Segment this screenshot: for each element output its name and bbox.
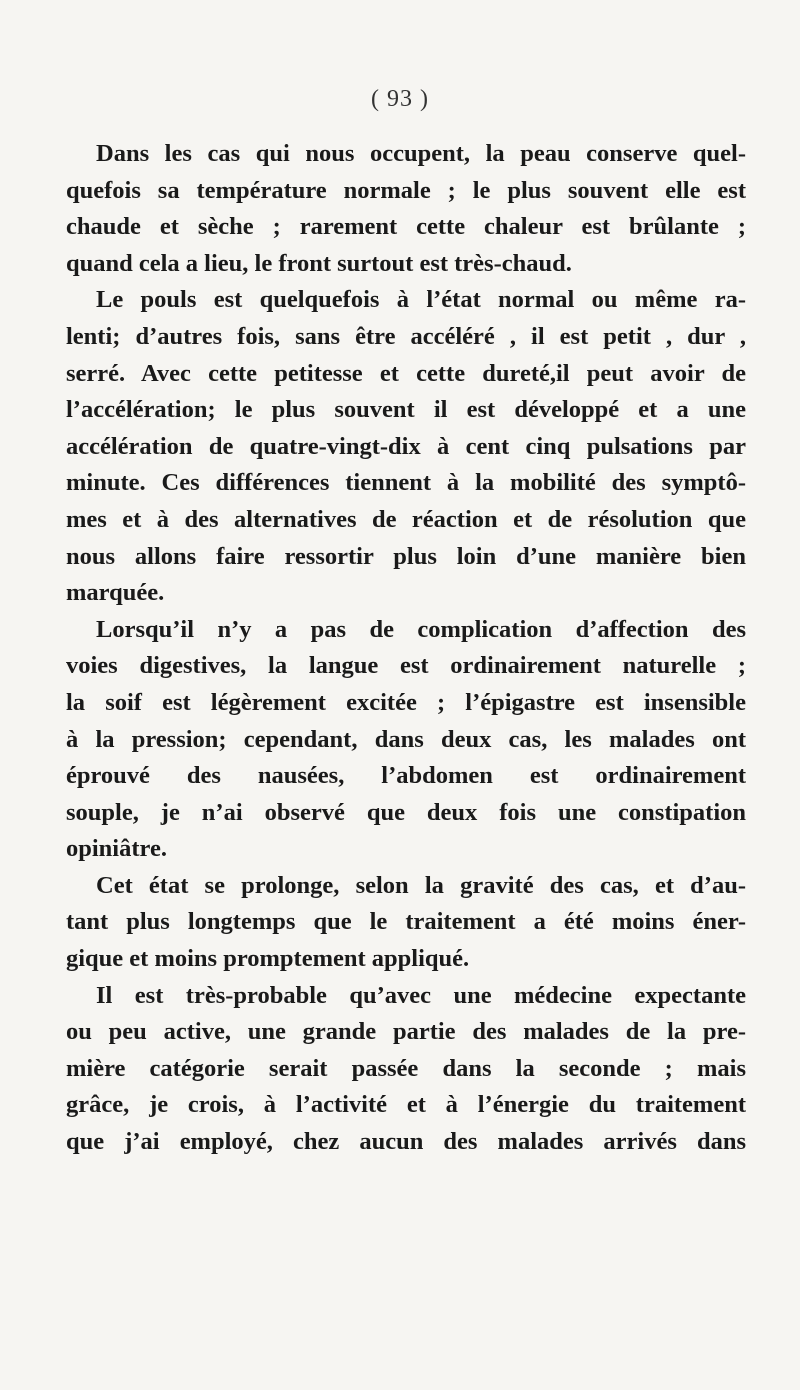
paragraph (66, 136, 746, 282)
text-line: opiniâtre. (66, 835, 167, 863)
text-line: serré. Avec cette petitesse et cette dureté,il peut avoir de (66, 359, 746, 387)
text-line: Lorsqu’il n’y a pas de complication d’affection des (96, 615, 746, 643)
text-line: éprouvé des nausées, l’abdomen est ordinairement (66, 762, 746, 790)
text-line: grâce, je crois, à l’activité et à l’énergie du traitement (66, 1091, 746, 1119)
paragraph (66, 612, 746, 868)
text-line: Dans les cas qui nous occupent, la peau conserve quel- (96, 140, 746, 167)
text-line: la soif est légèrement excitée ; l’épigastre est insensible (66, 688, 746, 716)
text-line: souple, je n’ai observé que deux fois une constipation (66, 798, 746, 826)
text-line: chaude et sèche ; rarement cette chaleur est brûlante ; (66, 213, 746, 241)
text-line: nous allons faire ressortir plus loin d’une manière bien (66, 542, 746, 570)
page-number: ( 93 ) (371, 86, 429, 112)
text-line: mière catégorie serait passée dans la seconde ; mais (66, 1054, 746, 1082)
text-line: minute. Ces différences tiennent à la mobilité des symptô- (66, 469, 746, 497)
text-line: quand cela a lieu, le front surtout est très-chaud. (66, 249, 572, 277)
text-line: lenti; d’autres fois, sans être accéléré , il est petit , dur , (66, 322, 746, 350)
text-line: que j’ai employé, chez aucun des malades arrivés dans (66, 1128, 746, 1156)
text-line: à la pression; cependant, dans deux cas, les malades ont (66, 725, 746, 753)
text-line: tant plus longtemps que le traitement a été moins éner- (66, 908, 746, 936)
text-line: mes et à des alternatives de réaction et de résolution que (66, 505, 746, 533)
paragraph (66, 978, 746, 1161)
text-line: Le pouls est quelquefois à l’état normal ou même ra- (96, 286, 746, 314)
text-line: gique et moins promptement appliqué. (66, 945, 470, 973)
body-text (66, 136, 746, 1161)
text-line: quefois sa température normale ; le plus souvent elle est (66, 176, 746, 204)
paragraph (66, 282, 746, 611)
text-line: Cet état se prolonge, selon la gravité des cas, et d’au- (96, 871, 746, 899)
paragraph (66, 868, 746, 978)
text-line: accélération de quatre-vingt-dix à cent cinq pulsations par (66, 432, 746, 460)
text-line: Il est très-probable qu’avec une médecine expectante (96, 981, 746, 1009)
text-line: l’accélération; le plus souvent il est développé et a une (66, 396, 746, 424)
text-line: ou peu active, une grande partie des malades de la pre- (66, 1018, 746, 1046)
text-line: voies digestives, la langue est ordinairement naturelle ; (66, 652, 746, 680)
text-line: marquée. (66, 579, 165, 607)
